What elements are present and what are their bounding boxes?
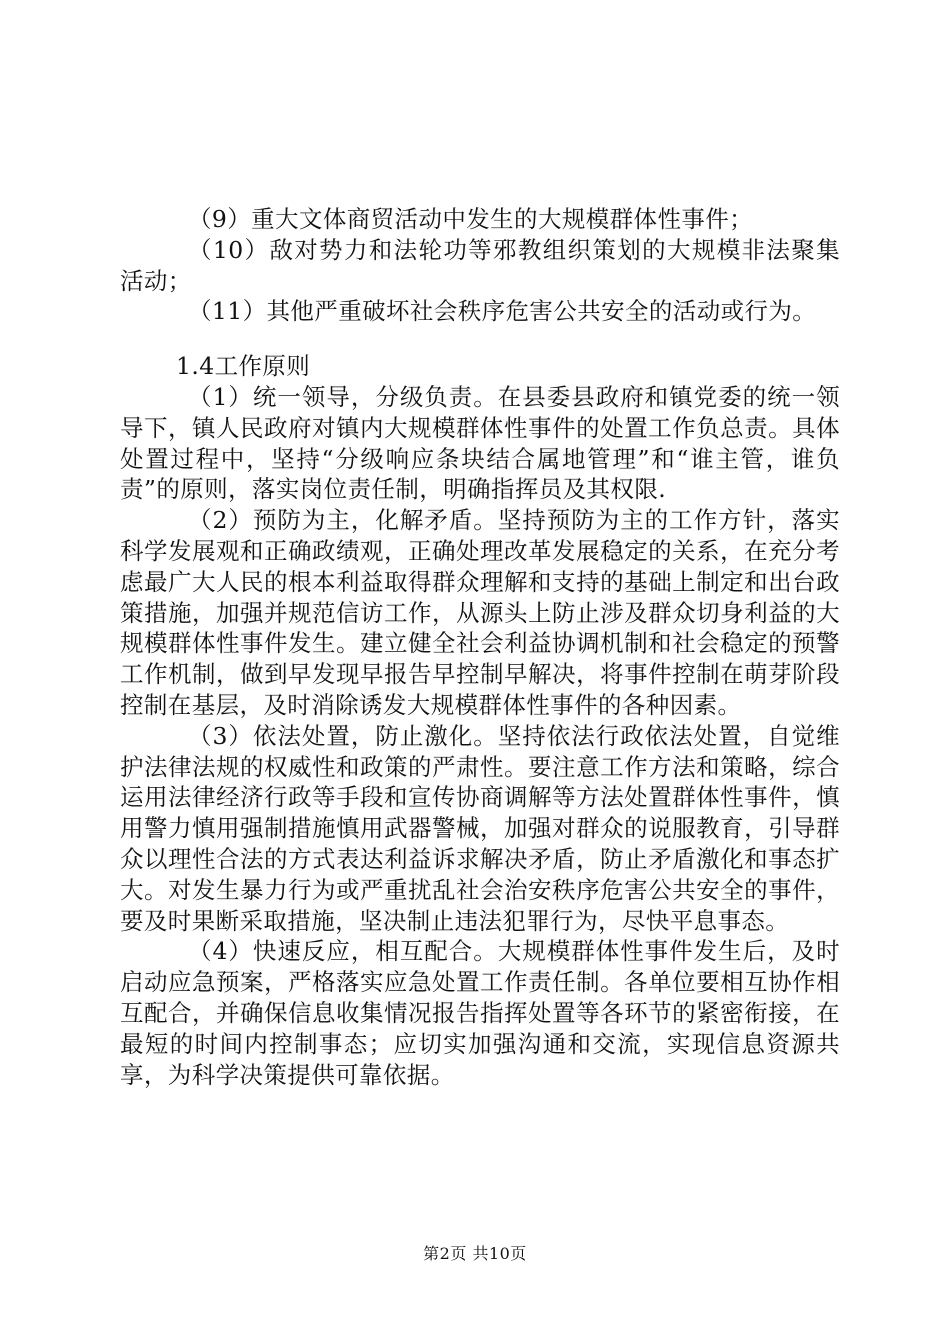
- principle-paragraph-4: （4）快速反应，相互配合。大规模群体性事件发生后，及时启动应急预案，严格落实应急处置工作责任制。各单位要相互协作相互配合，并确保信息收集情况报告指挥处置等各环节的紧密衔接，在最短的时间内控制事态；应切实加强沟通和交流，实现信息资源共享，为科学决策提供可靠依据。: [120, 937, 840, 1089]
- list-item-10: （10）敌对势力和法轮功等邪教组织策划的大规模非法聚集活动；: [120, 235, 840, 295]
- section-heading: 1.4工作原则: [176, 352, 311, 381]
- principle-paragraph-1: （1）统一领导，分级负责。在县委县政府和镇党委的统一领导下，镇人民政府对镇内大规模群体性事件的处置工作负总责。具体处置过程中，坚持“分级响应条块结合属地管理”和“谁主管，谁负责”的原则，落实岗位责任制，明确指挥员及其权限.: [120, 382, 840, 504]
- principle-paragraph-3: （3）依法处置，防止激化。坚持依法行政依法处置，自觉维护法律法规的权威性和政策的严肃性。要注意工作方法和策略，综合运用法律经济行政等手段和宣传协商调解等方法处置群体性事件，慎用警力慎用强制措施慎用武器警械，加强对群众的说服教育，引导群众以理性合法的方式表达利益诉求解决矛盾，防止矛盾激化和事态扩大。对发生暴力行为或严重扰乱社会治安秩序危害公共安全的事件，要及时果断采取措施，坚决制止违法犯罪行为，尽快平息事态。: [120, 721, 840, 935]
- page-number-footer: 第2页 共10页: [423, 1244, 527, 1263]
- section-spacer: [120, 327, 840, 351]
- principle-paragraph-2: （2）预防为主，化解矛盾。坚持预防为主的工作方针，落实科学发展观和正确政绩观，正确处理改革发展稳定的关系，在充分考虑最广大人民的根本利益取得群众理解和支持的基础上制定和出台政策措施，加强并规范信访工作，从源头上防止涉及群众切身利益的大规模群体性事件发生。建立健全社会利益协调机制和社会稳定的预警工作机制，做到早发现早报告早控制早解决，将事件控制在萌芽阶段控制在基层，及时消除诱发大规模群体性事件的各种因素。: [120, 506, 840, 719]
- list-item-11: （11）其他严重破坏社会秩序危害公共安全的活动或行为。: [188, 297, 817, 326]
- document-body: [120, 204, 840, 1090]
- list-item-9: （9）重大文体商贸活动中发生的大规模群体性事件；: [188, 205, 754, 233]
